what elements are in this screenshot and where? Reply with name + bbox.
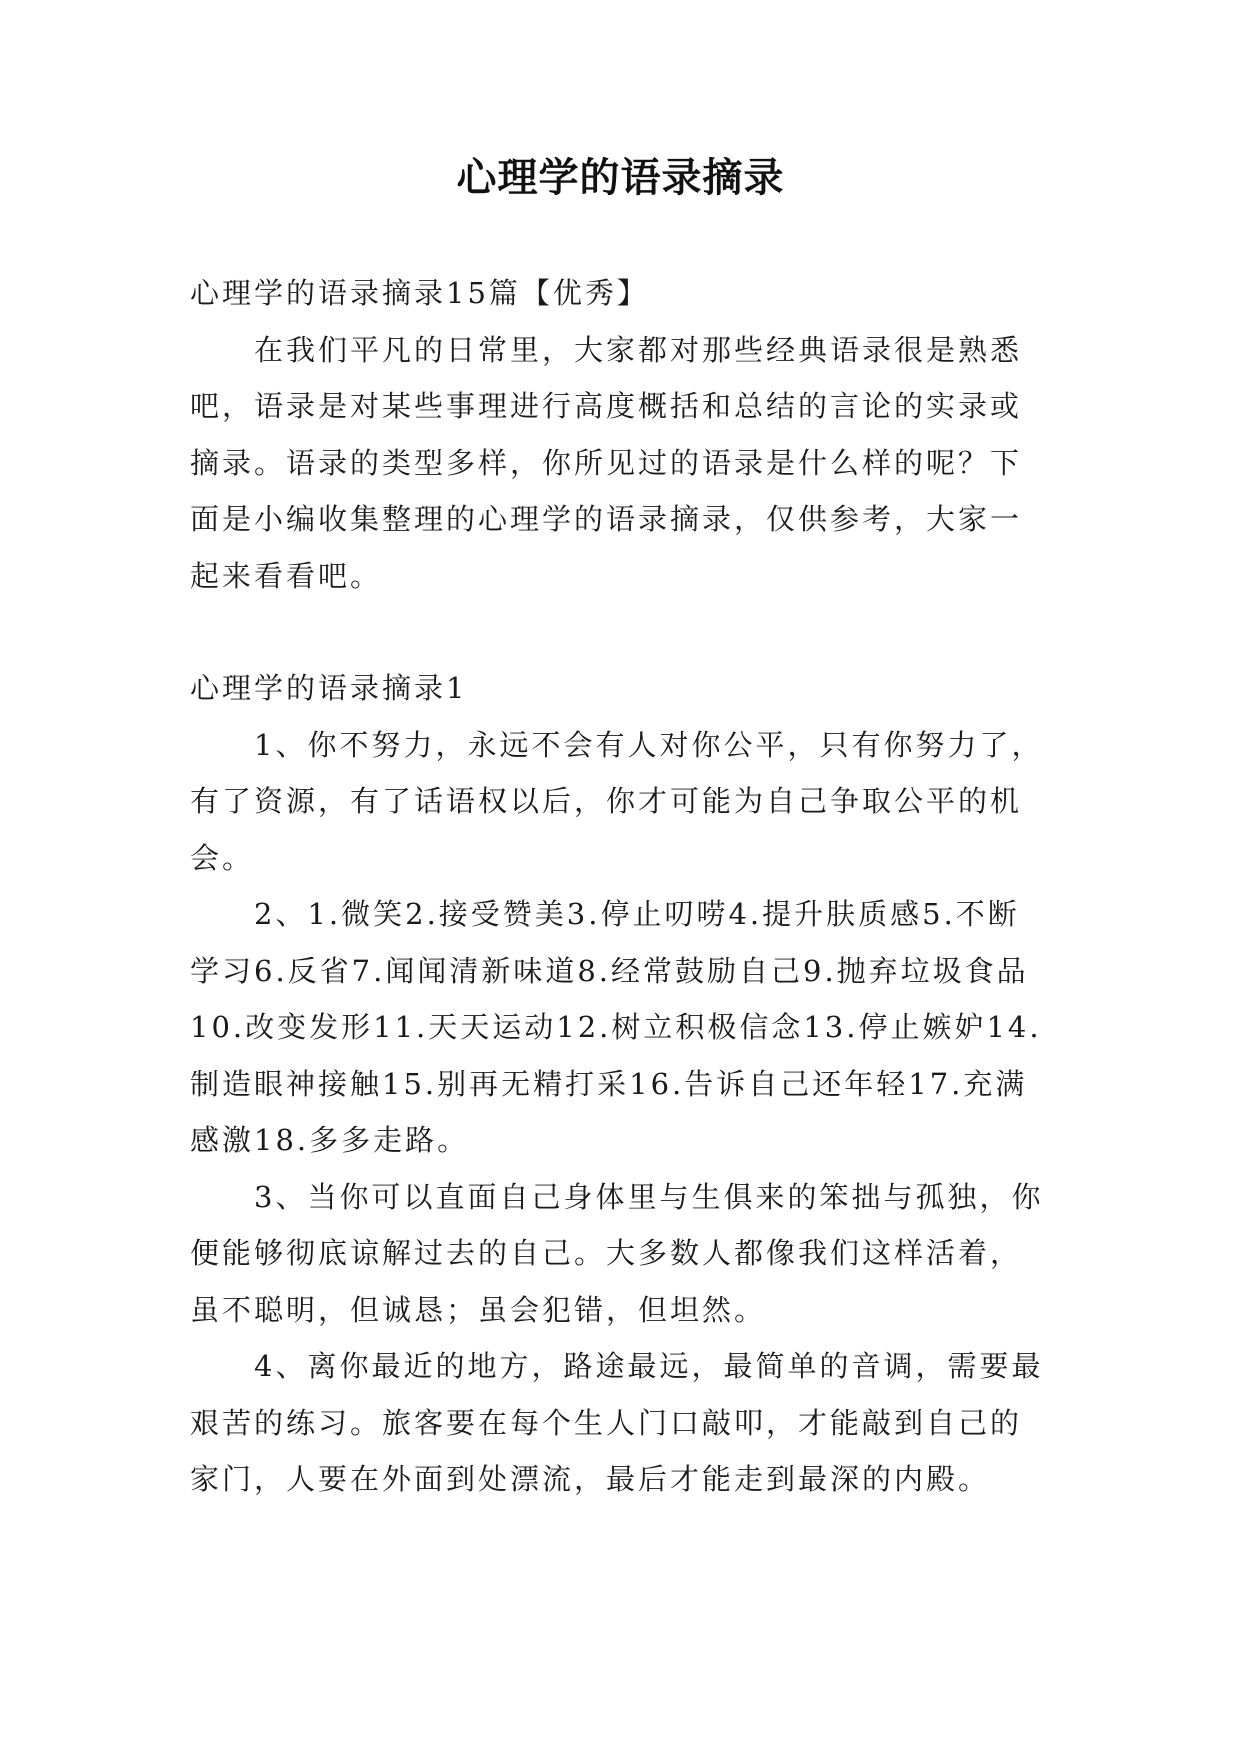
quote-item-1: 1、你不努力，永远不会有人对你公平，只有你努力了，有了资源，有了话语权以后，你才可能为自己争取公平的机会。 [190, 727, 1044, 875]
document-subtitle: 心理学的语录摘录15篇【优秀】 [190, 276, 649, 310]
quote-item-3: 3、当你可以直面自己身体里与生俱来的笨拙与孤独，你便能够彻底谅解过去的自己。大多数人都像我们这样活着，虽不聪明，但诚恳；虽会犯错，但坦然。 [190, 1179, 1044, 1327]
quote-item-2: 2、1.微笑2.接受赞美3.停止叨唠4.提升肤质感5.不断学习6.反省7.闻闻清新味道8.经常鼓励自己9.抛弃垃圾食品10.改变发形11.天天运动12.树立积极信念13.停止嫉妒14.制造眼神接触15.别再无精打采16.告诉自己还年轻17.充满感激18.多多走路。 [190, 897, 1042, 1157]
document-body [190, 265, 1050, 1508]
intro-paragraph: 在我们平凡的日常里，大家都对那些经典语录很是熟悉吧，语录是对某些事理进行高度概括和总结的言论的实录或摘录。语录的类型多样，你所见过的语录是什么样的呢？下面是小编收集整理的心理学的语录摘录，仅供参考，大家一起来看看吧。 [190, 332, 1023, 593]
document-title: 心理学的语录摘录 [456, 154, 785, 201]
paragraph-spacer [190, 604, 1050, 660]
section-heading: 心理学的语录摘录1 [190, 671, 468, 705]
quote-item-4: 4、离你最近的地方，路途最远，最简单的音调，需要最艰苦的练习。旅客要在每个生人门口敲叩，才能敲到自己的家门，人要在外面到处漂流，最后才能走到最深的内殿。 [190, 1349, 1044, 1496]
